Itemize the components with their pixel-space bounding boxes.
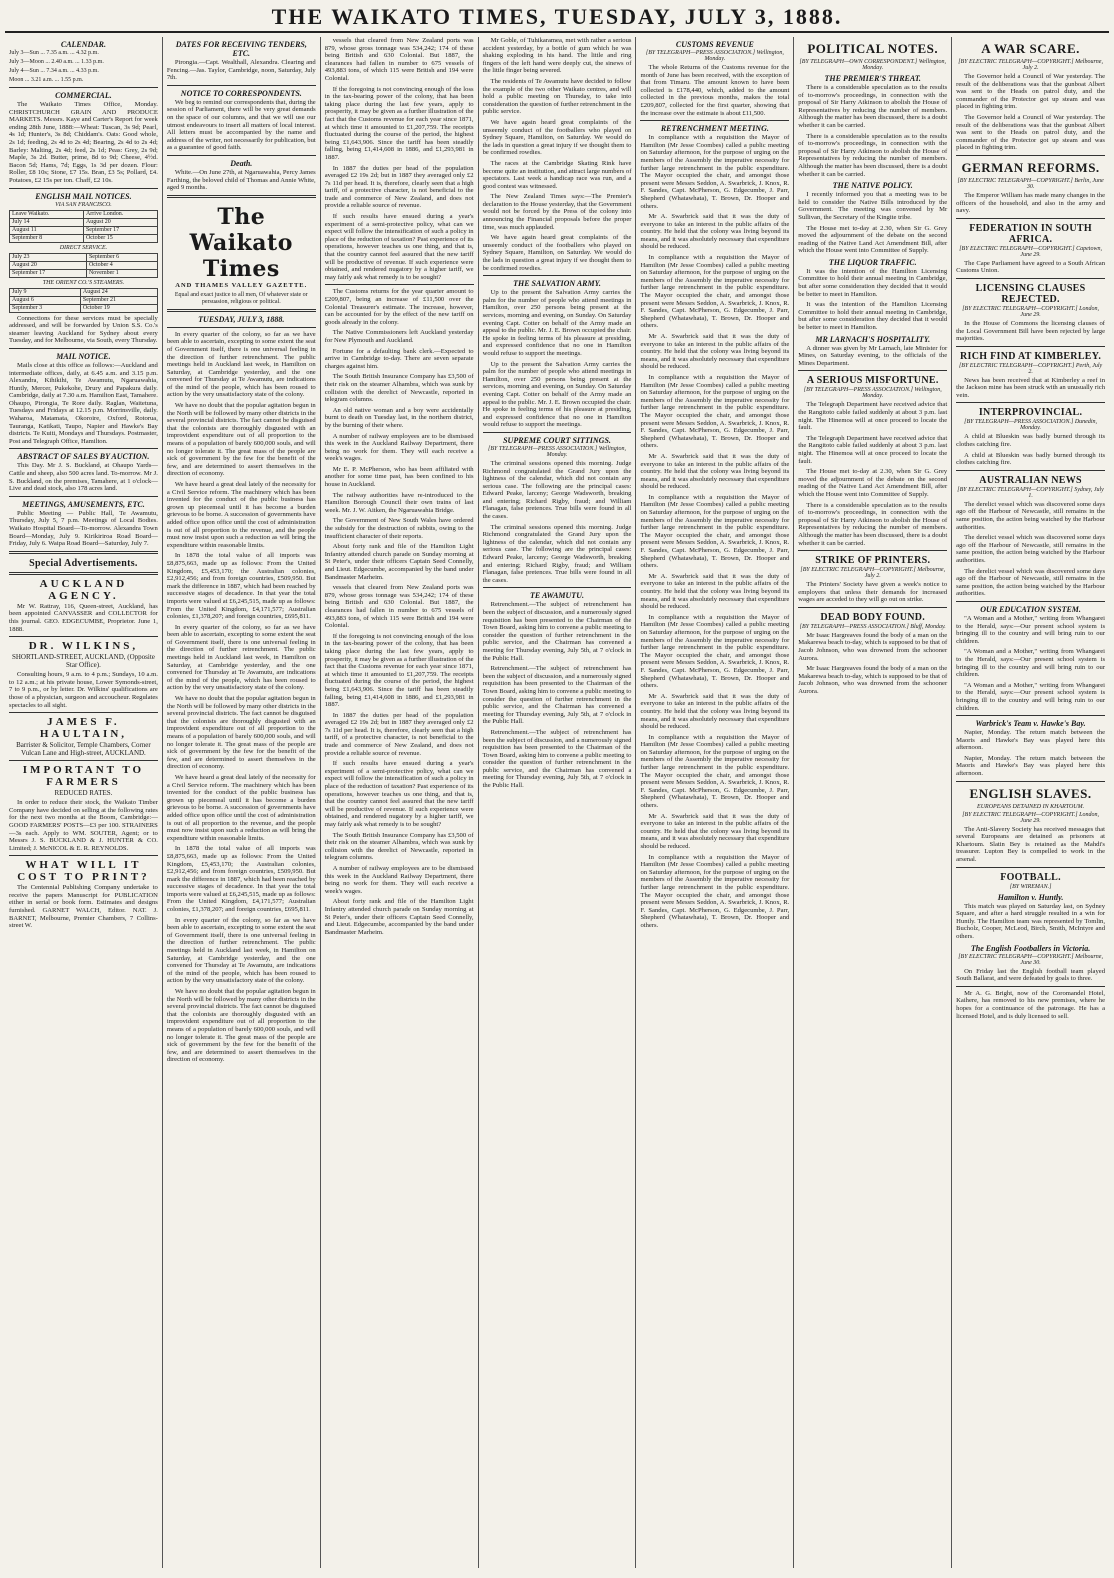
kimberley-text: News has been received that at Kimberley a reef in the Jackson mine has been struck with an unusually rich vein.	[956, 376, 1106, 399]
ad-agency-title: AUCKLAND AGENCY.	[39, 577, 128, 602]
notice-title: NOTICE TO CORRESPONDENTS.	[180, 88, 302, 98]
dateline: TUESDAY, JULY 3, 1888.	[198, 314, 285, 324]
sched-cell: October 4	[86, 261, 157, 269]
sched-cell: July 23	[10, 253, 87, 261]
sched-cell: November 1	[86, 269, 157, 277]
tenders-text: Pirongia.—Capt. Wealthall, Alexandra. Clearing and Fencing.—Jas. Taylor, Cambridge, noon, Saturday, July 7th.	[166, 59, 316, 82]
football-title: FOOTBALL.	[1000, 871, 1061, 883]
news-item: The residents of Te Awamutu have decided to follow the example of the two other Waikato centres, and will hold a public meeting on Thursday, to take into consideration the question of further retrenchment in the public service.	[482, 77, 632, 116]
divider	[640, 120, 789, 121]
australian-text: The derelict vessel which was discovered some days ago off the Harbour of Newcastle, still remains in the same position, the action being watched by the Harbour authorities.	[956, 500, 1106, 531]
article-paragraph: If such results have ensued during a year's experiment of a semi-protective policy, what can we expect will follow the intensification of such a policy in place of the reduction of taxation? Past experience of its operations, however teaches us one thing, and that is, that the country cannot feel assured that the new tariff will be productive of revenue. If such experience were obtained, and rendered nugatory by a higher tariff, we may fairly ask what remedy is to be sought?	[324, 760, 474, 828]
premier-text: There is a considerable speculation as to the results of to-morrow's proceedings, in connection with the proposal of Sir Harry Atkinson to abolish the House of Representatives by reducing the number of members. Although the matter has been discussed, there is a doubt whether it can be carried.	[798, 501, 948, 547]
news-item: We have again heard great complaints of the unseemly conduct of the footballers who played on Sydney Square, Hamilton, on Saturday. We would do the lads in question a great injury if we thought them to be confirmed rowdies.	[482, 118, 632, 157]
retrench-title: RETRENCHMENT MEETING.	[660, 124, 769, 134]
te-awamutu-text: Retrenchment.—The subject of retrenchment has been the subject of discussion, and a numerously signed requisition has been presented to the Chairman of the Town Board, asking him to convene a public meeting to consider the question of further retrenchment in the public service, and the Chairman has convened a meeting for Thursday evening, July 5th, at 7 o'clock in the Public Hall.	[482, 601, 632, 662]
te-awamutu-text: Retrenchment.—The subject of retrenchment has been the subject of discussion, and a numerously signed requisition has been presented to the Chairman of the Town Board, asking him to convene a public meeting to consider the question of further retrenchment in the public service, and the Chairman has convened a meeting for Thursday evening, July 5th, at 7 o'clock in the Public Hall.	[482, 728, 632, 790]
divider	[483, 275, 632, 276]
serious-text: The Telegraph Department have received advice that the Rangitoto cable failed suddenly at about 3 p.m. last night. The Hinemoa will at once proceed to locate the fault.	[798, 401, 948, 432]
english-team-title: The English Footballers in Victoria.	[970, 943, 1091, 953]
native-title: THE NATIVE POLICY.	[832, 181, 913, 191]
commercial-title: COMMERCIAL.	[55, 91, 112, 100]
column-3	[321, 37, 479, 1568]
divider	[956, 986, 1105, 987]
sched-cell: September 6	[86, 253, 157, 261]
motto: Equal and exact justice to all men, Of whatever state or persuasion, religious or political.	[174, 291, 308, 305]
retrench-text: In compliance with a requisition the Mayor of Hamilton (Mr Jesse Coombes) called a public meeting on Saturday afternoon, for the purpose of urging on the members of the Assembly the imperative necessity for further large retrenchment in the public expenditure. The Mayor occupied the chair, and amongst those present were Messrs Seddon, A. Swarbrick, J. Knox, R. F. Sandes, Capt. McPherson, G. Edgecumbe, J. Parr, Shepherd (Whatawhata), T. Brown, Dr. Hooper and others.	[640, 493, 790, 570]
news-item: Fortune for a defaulting bank clerk.—Expected to arrive in Cambridge to-day. There are seven separate charges against him.	[324, 347, 474, 370]
leader-paragraph: We have heard a great deal lately of the necessity for a Civil Service reform. The machinery which has been invented for the conduct of the public business has grown up piecemeal until it has become a burden grievous to be borne. A succession of governments have added office upon office until the cost of administration is out of all proportion to the revenue, and the people must now insist upon such a reduction as will bring the expenditure within reasonable limits.	[166, 773, 316, 842]
divider	[956, 155, 1105, 156]
calendar-row: July 3—Sun ... 7.35 a.m. ... 4.32 p.m.	[9, 50, 99, 56]
columns	[5, 37, 1109, 1568]
australian-text: The derelict vessel which was discovered some days ago off the Harbour of Newcastle, still remains in the same position, the action being watched by the Harbour authorities.	[956, 534, 1106, 564]
ad-farmers-text: In order to reduce their stock, the Waikato Timber Company have decided on selling at the following rates for the next two months at the Boom, Cambridge:— GOOD FARMERS' POSTS—£3 per 100. STRAINERS—3s each. Apply to WM. SOUTER, Agent; or to Messrs J. S. BUCKLAND & J. HUNTER & CO. Limited; J. McNICOL & E. R. REYNOLDS.	[9, 799, 158, 852]
dead-title: DEAD BODY FOUND.	[820, 611, 926, 623]
column-6	[794, 37, 952, 1568]
resolution-text: Mr A. Swarbrick said that it was the duty of everyone to take an interest in the public affairs of the country. He held that the colony was living beyond its means, and it was absolutely necessary that expenditure should be reduced.	[640, 333, 790, 371]
dead-sub: [BY TELEGRAPH—PRESS ASSOCIATION.] Bluff, Monday.	[799, 623, 946, 630]
divider	[9, 496, 158, 497]
divider	[483, 432, 632, 433]
sched-cell: August 20	[10, 261, 87, 269]
article-paragraph: In 1887 the duties per head of the population averaged £2 19s 2d; but in 1887 they averaged only £2 7s 11d per head. It is, therefore, clearly seen that a high tariff, of a protective character, is not beneficial to the trade and commerce of New Zealand, and does not provide a reliable source of revenue.	[324, 164, 474, 210]
special-ads-title: Special Advertisements.	[29, 557, 138, 569]
resolution-text: Mr A. Swarbrick said that it was the duty of everyone to take an interest in the public affairs of the country. He held that the colony was living beyond its means, and it was absolutely necessary that expenditure should be reduced.	[640, 692, 790, 731]
logo-subtitle: AND THAMES VALLEY GAZETTE.	[175, 281, 308, 289]
english-team-sub: [BY ELECTRIC TELEGRAPH—COPYRIGHT.] Melbourne, June 30.	[958, 953, 1103, 966]
schedule-table-3	[9, 288, 158, 313]
article-paragraph: vessels that cleared from New Zealand ports was 879, whose gross tonnage was 534,242; 174 of these being British and 630 Colonial. But 1887, the clearances had fallen in number to 675 vessels of 493,883 tons, of which 115 were British and 194 were Colonial.	[324, 37, 474, 82]
auction-text: This Day. Mr J. S. Buckland, at Ohaupo Yards—Cattle and sheep, also 500 acres land. To-morrow. Mr J. S. Buckland, on the premises, Tamahere, at 1 o'clock—Live and dead stock, also 178 acres land.	[9, 462, 158, 493]
divider	[9, 188, 158, 189]
dead-text: Mr Isaac Hargreaves found the body of a man on the Makarewa beach to-day, which is supposed to be that of Jacob Johnson, who was drowned from the schooner Aurora.	[798, 665, 948, 696]
news-item: The Native Commissioners left Auckland yesterday for New Plymouth and Auckland.	[324, 329, 474, 344]
ad-haultain-sub: Barrister & Solicitor, Temple Chambers, Corner Vulcan Lane and High-street, AUCKLAND.	[16, 741, 151, 758]
larnach-title: MR LARNACH'S HOSPITALITY.	[815, 334, 931, 344]
notice-text: We beg to remind our correspondents that, during the session of Parliament, there will be very great demands on the space of our columns, and that we will use our utmost endeavours to insert all matters of local interest. All letters must be accompanied by the name and address of the writer, not necessarily for publication, but as a guarantee of good faith.	[166, 98, 316, 152]
news-item: An old native woman and a boy were accidentally burnt to death on Tuesday last, in the northern district, by the burning of their where.	[324, 406, 474, 429]
sched-cell: July 9	[10, 288, 81, 296]
divider	[798, 550, 947, 551]
serious-text: The Telegraph Department have received advice that the Rangitoto cable failed suddenly at about 3 p.m. last night. The Hinemoa will at once proceed to locate the fault.	[798, 434, 948, 465]
divider	[167, 85, 316, 86]
column-4	[479, 37, 637, 1568]
sched-cell: August 6	[10, 296, 81, 304]
column-1	[5, 37, 163, 1568]
divider	[798, 370, 947, 371]
divider	[956, 470, 1105, 471]
column-7	[952, 37, 1109, 1568]
divider	[798, 607, 947, 608]
slaves-title: ENGLISH SLAVES.	[969, 785, 1092, 801]
war-sub: [BY ELECTRIC TELEGRAPH—COPYRIGHT.] Melbourne, July 2.	[958, 59, 1103, 71]
leader-paragraph: We have no doubt that the popular agitation begun in the North will be followed by many other districts in the several provincial districts. The fact cannot be disguised that the colonists are thoroughly disgusted with an improvident expenditure out of all proportion to the means of a population of barely 600,000 souls, and will no longer tolerate it. The great mass of the people are sick of government by the few for the benefit of the few, and are determined to assert themselves in the direction of economy.	[166, 988, 316, 1064]
customs-text: The whole Returns of the Customs revenue for the month of June has been received, with the exception of that from Timaru. The amount known to have been collected is £178,440, which, added to the amount collected in the previous months, makes the total £209,807, collected for the first quarter, showing that the increase over the estimate is about £11,500.	[640, 64, 790, 117]
warbrick-text: Napier, Monday. The return match between the Maoris and Hawke's Bay was played here this afternoon.	[956, 754, 1106, 778]
article-paragraph: In 1887 the duties per head of the population averaged £2 19s 2d; but in 1887 they averaged only £2 7s 11d per head. It is, therefore, clearly seen that a high tariff, of a protective character, is not beneficial to the trade and commerce of New Zealand, and does not provide a reliable source of revenue.	[324, 711, 474, 757]
article-paragraph: If the foregoing is not convincing enough of the loss in the tax-bearing power of the colony, that has been taking place during the last few years, apply to prosperity, it may be given as a further illustration of the fact that the Customs revenue for each year since 1871, at which time it amounted to £1,207,759. The receipts fluctuated during the course of the period, the highest being £1,643,906. Since the tariff has been steadily falling, being £1,414,608 in 1886, and £1,293,981 in 1887.	[324, 85, 474, 161]
sched-cell: September 21	[80, 296, 157, 304]
divider	[9, 551, 158, 554]
interprovincial-sub: [BY TELEGRAPH—PRESS ASSOCIATION.] Dunedin, Monday.	[964, 419, 1097, 432]
divider	[9, 572, 158, 575]
news-item: A number of railway employees are to be dismissed this week in the Auckland Railway Department, there being no work for them. They will each receive a week's wages.	[324, 432, 474, 463]
calendar-row: Moon ... 3.21 a.m. ... 1.55 p.m.	[9, 77, 84, 83]
football-sub: [BY WIREMAN.]	[1009, 883, 1052, 890]
premier-text: There is a considerable speculation as to the results of to-morrow's proceedings, in connection with the proposal of Sir Harry Atkinson to abolish the House of Representatives by reducing the number of members. Although the matter has been discussed, there is a doubt whether it can be carried.	[798, 84, 948, 129]
liquor-text: It was the intention of the Hamilton Licensing Committee to hold their annual meeting in Cambridge, but after some consideration they decided that it would be better to meet in Hamilton.	[798, 301, 948, 332]
mail-title: ENGLISH MAIL NOTICES.	[35, 191, 132, 201]
resolution-text: Mr A. Swarbrick said that it was the duty of everyone to take an interest in the public affairs of the country. He held that the colony was living beyond its means, and it was absolutely necessary that expenditure should be reduced.	[640, 572, 790, 611]
licensing-text: In the House of Commons the licensing clauses of the Local Government Bill have been rejected by large majorities.	[956, 319, 1106, 343]
death-text: White.—On June 27th, at Ngaruawahia, Percy James Farthing, the beloved child of Thomas and Annie White, aged 9 months.	[166, 168, 316, 192]
australian-title: AUSTRALIAN NEWS	[979, 474, 1082, 486]
death-title: Death.	[230, 158, 253, 168]
mail-notice-text: Mails close at this office as follows:—Auckland and intermediate offices, daily, at 6.45 a.m. and 3.15 p.m. Alexandra, Kihikihi, Te Awamutu, Ngaruawahia, Huntly, Mercer, Pukekohe, Drury and Papakura daily. Cambridge, daily at 7.30 a.m. Hamilton East, Tamahere. Ohaupo, Pirongia, Te Rore daily. Raglan, Waitetuna, Tuesdays and Fridays at 12.15 p.m. Morrinsville, daily. Waharoa, Matamata, Okoroire, Oxford, Rotorua, Tauranga, Katikati, Taupo, Napier and Hawke's Bay districts. Te Kuiti, Mondays and Thursdays. Postmaster, Post and Telegraph Office, Hamilton.	[9, 361, 158, 445]
news-item: The Customs returns for the year quarter amount to £209,807, being an increase of £11,500 over the Colonial Treasurer's estimate. The increase, however, can be accounted for by the effect of the new tariff on goods already in the colony.	[324, 288, 474, 326]
federation-text: The Cape Parliament have agreed to a South African Customs Union.	[956, 259, 1106, 275]
australian-sub: [BY ELECTRIC TELEGRAPH—COPYRIGHT.] Sydney, July 1.	[957, 486, 1104, 499]
court-text: The criminal sessions opened this morning. Judge Richmond congratulated the Grand Jury upon the lightness of the calendar, which did not contain any serious case. The following are the principal cases: Edward Peake, larceny; George Wadsworth, breaking and entering; Richard Rigby, fraud; and William Flanagan, false pretences. True bills were found in all the cases.	[482, 523, 632, 584]
sched-cell: August 11	[10, 226, 84, 234]
divider	[956, 715, 1105, 716]
divider	[9, 448, 158, 449]
article-paragraph: vessels that cleared from New Zealand ports was 879, whose gross tonnage was 534,242; 174 of these being British and 630 Colonial. But 1887, the clearances had fallen in number to 675 vessels of 493,883 tons, of which 115 were British and 194 were Colonial.	[324, 584, 474, 630]
column-5	[636, 37, 794, 1568]
leader-paragraph: We have no doubt that the popular agitation begun in the North will be followed by many other districts in the several provincial districts. The fact cannot be disguised that the colonists are thoroughly disgusted with an improvident expenditure out of all proportion to the means of a population of barely 600,000 souls, and will no longer tolerate it. The great mass of the people are sick of government by the few for the benefit of the few, and are determined to assert themselves in the direction of economy.	[166, 695, 316, 771]
sched2-title: DIRECT SERVICE.	[59, 244, 108, 251]
calendar-row: July 3—Moon ... 2.40 a.m. ... 1.33 p.m.	[9, 59, 104, 65]
meetings-text: Public Meeting — Public Hall, Te Awamutu, Thursday, July 5, 7 p.m. Meetings of Local Bodies. Waikato Hospital Board—To-morrow. Alexandra Town Board—Monday, July 9. Kirikiriroa Road Board—Friday, July 6. Waipa Road Board—Saturday, July 7.	[9, 509, 158, 548]
mail-notice-title: MAIL NOTICE.	[56, 351, 111, 361]
column-2	[163, 37, 321, 1568]
larnach-text: A dinner was given by Mr Larnach, late Minister for Mines, on Saturday evening, to the officials of the Mines Department.	[798, 344, 948, 367]
strike-text: The Printers' Society have given a week's notice to employers that unless their demands for increased wages are acceded to they will go out on strike.	[798, 581, 948, 604]
warbrick-title: Warbrick's Team v. Hawke's Bay.	[975, 719, 1086, 729]
slaves-sub-2: [BY ELECTRIC TELEGRAPH—COPYRIGHT.] London, June 29.	[962, 811, 1099, 824]
leader-paragraph: In 1878 the total value of all imports was £8,875,663, made up as follows: From the United Kingdom, £5,453,170; the Australian colonies, £2,912,456; and from foreign countries, £509,950. But mark the difference in 1887, which had been reached by successive stages of decadence. In that year the total imports were valued at £6,245,515, made up as follows: From the United Kingdom, £4,171,577; Australian colonies, £1,378,207; and foreign countries, £695,811.	[166, 845, 316, 914]
news-item: Mr Goble, of Tuhikaramea, met with rather a serious accident yesterday, by a bottle of gum which he was shaking exploding in his hand. The little and ring fingers of the left hand were deeply cut, the sinews of the little finger being severed.	[482, 37, 632, 75]
sched-cell: September 17	[83, 226, 157, 234]
leader-paragraph: We have no doubt that the popular agitation begun in the North will be followed by many other districts in the several provincial districts. The fact cannot be disguised that the colonists are thoroughly disgusted with an improvident expenditure out of all proportion to the means of a population of barely 600,000 souls, and will no longer tolerate it. The great mass of the people are sick of government by the few for the benefit of the few, and are determined to assert themselves in the direction of economy.	[166, 402, 316, 478]
resolution-text: Mr A. Swarbrick said that it was the duty of everyone to take an interest in the public affairs of the country. He held that the colony was living beyond its means, and it was absolutely necessary that expenditure should be reduced.	[640, 213, 790, 251]
ad-haultain-title: JAMES F. HAULTAIN,	[39, 716, 128, 741]
english-team-text: On Friday last the English football team played South Ballarat, and were defeated by goals to three.	[956, 967, 1106, 983]
news-item: The South British Insurance Company has £3,500 of their risk on the steamer Alhambra, which was sunk by collision with the derelict of Newcastle, reported in telegram columns.	[324, 831, 474, 862]
war-text: The Governor held a Council of War yesterday. The result of the deliberations was that the gunboat Albert was sent to the Heads on patrol duty, and the commander of the Protector got up steam and was placed in fighting trim.	[956, 73, 1106, 111]
divider	[956, 278, 1105, 279]
war-title: A WAR SCARE.	[981, 41, 1080, 56]
divider	[9, 760, 158, 761]
meetings-title: MEETINGS, AMUSEMENTS, ETC.	[22, 499, 145, 509]
native-text: I recently informed you that a meeting was to be held to consider the Native Bills introduced by the Government. The meeting was convened by Mr Sullivan, the Secretary of the Kingite tribe.	[798, 191, 948, 221]
warbrick-text: Napier, Monday. The return match between the Maoris and Hawke's Bay was played here this afternoon.	[956, 729, 1106, 752]
divider	[167, 309, 316, 312]
ad-farmers-sub: REDUCED RATES.	[54, 789, 113, 798]
dead-text: Mr Isaac Hargreaves found the body of a man on the Makarewa beach to-day, which is supposed to be that of Jacob Johnson, who was drowned from the schooner Aurora.	[798, 631, 948, 662]
auction-title: ABSTRACT OF SALES BY AUCTION.	[17, 452, 150, 462]
football-text: This match was played on Saturday last, on Sydney Square, and after a hard struggle resulted in a win for Huntly. The Hamilton team was represented by Tomlin, Bucholz, Cooper, McLeod, Birch, Smith, McIntyre and others.	[956, 902, 1106, 940]
licensing-title: LICENSING CLAUSES REJECTED.	[975, 282, 1086, 305]
leader-paragraph: In every quarter of the colony, so far as we have been able to ascertain, excepting to some extent the seat of Government itself, there is one universal feeling in the direction of further retrenchment. The public meetings held in Auckland last week, in Hamilton on Saturday, at Cambridge yesterday, and the one convened for Thursday at Te Awamutu, are indications of the mind of the people, which has been roused to action by the very unsatisfactory state of the colony.	[166, 916, 316, 985]
leader-paragraph: In every quarter of the colony, so far as we have been able to ascertain, excepting to some extent the seat of Government itself, there is one universal feeling in the direction of further retrenchment. The public meetings held in Auckland last week, in Hamilton on Saturday, at Cambridge yesterday, and the one convened for Thursday at Te Awamutu, are indications of the mind of the people, which has been roused to action by the very unsatisfactory state of the colony.	[166, 330, 316, 399]
army-title: THE SALVATION ARMY.	[513, 279, 601, 289]
divider	[9, 348, 158, 349]
strike-sub: [BY ELECTRIC TELEGRAPH—COPYRIGHT.] Melbourne, July 2.	[800, 567, 946, 580]
retrench-text: In compliance with a requisition the Mayor of Hamilton (Mr Jesse Coombes) called a public meeting on Saturday afternoon, for the purpose of urging on the members of the Assembly the imperative necessity for further large retrenchment in the public expenditure. The Mayor occupied the chair, and amongst those present were Messrs Seddon, A. Swarbrick, J. Knox, R. F. Sandes, Capt. McPherson, G. Edgecumbe, J. Parr, Shepherd (Whatawhata), T. Brown, Dr. Hooper and others.	[640, 613, 790, 690]
te-awamutu-text: Retrenchment.—The subject of retrenchment has been the subject of discussion, and a numerously signed requisition has been presented to the Chairman of the Town Board, asking him to convene a public meeting to consider the question of further retrenchment in the public service, and the Chairman has convened a meeting for Thursday evening, July 5th, at 7 o'clock in the Public Hall.	[482, 665, 632, 726]
sched-cell: October 15	[83, 234, 157, 242]
retrench-text: In compliance with a requisition the Mayor of Hamilton (Mr Jesse Coombes) called a public meeting on Saturday afternoon, for the purpose of urging on the members of the Assembly the imperative necessity for further large retrenchment in the public expenditure. The Mayor occupied the chair, and amongst those present were Messrs Seddon, A. Swarbrick, J. Knox, R. F. Sandes, Capt. McPherson, G. Edgecumbe, J. Parr, Shepherd (Whatawhata), T. Brown, Dr. Hooper and others.	[640, 853, 790, 929]
news-item: The Government of New South Wales have ordered the subsidy for the destruction of rabbits, owing to the insufficient character of their reports.	[324, 517, 474, 540]
kimberley-title: RICH FIND AT KIMBERLEY.	[959, 350, 1102, 362]
resolution-text: Mr A. Swarbrick said that it was the duty of everyone to take an interest in the public affairs of the country. He held that the colony was living beyond its means, and it was absolutely necessary that expenditure should be reduced.	[640, 452, 790, 491]
divider	[956, 781, 1105, 782]
article-paragraph: If the foregoing is not convincing enough of the loss in the tax-bearing power of the colony, that has been taking place during the last few years, apply to prosperity, it may be given as a further illustration of the fact that the Customs revenue for each year since 1871, at which time it amounted to £1,207,759. The receipts fluctuated during the course of the period, the highest being £1,643,906. Since the tariff has been steadily falling, being £1,414,608 in 1886, and £1,293,981 in 1887.	[324, 632, 474, 709]
sched-cell: July 14	[10, 218, 84, 226]
te-awamutu-title: TE AWAMUTU.	[530, 591, 584, 601]
court-sub: [BY TELEGRAPH—PRESS ASSOCIATION.] Wellington, Monday.	[488, 445, 626, 458]
mail-notes: Connections for these services must be specially addressed, and will be forwarded by Union S.S. Co.'s steamer leaving Auckland for Sydney about every Tuesday, and for Melbourne, via South, every Thursday.	[9, 314, 158, 345]
customs-sub: [BY TELEGRAPH—PRESS ASSOCIATION.] Wellington, Monday.	[645, 50, 784, 62]
schedule-table-1	[9, 210, 158, 243]
divider	[956, 601, 1105, 602]
liquor-title: THE LIQUOR TRAFFIC.	[828, 257, 917, 267]
federation-title: FEDERATION IN SOUTH AFRICA.	[969, 222, 1092, 245]
australian-text: The derelict vessel which was discovered some days ago off the Harbour of Newcastle, still remains in the same position, the action being watched by the Harbour authorities.	[956, 567, 1106, 598]
leader-paragraph: In 1878 the total value of all imports was £8,875,663, made up as follows: From the United Kingdom, £5,453,170; the Australian colonies, £2,912,456; and from foreign countries, £509,950. But mark the difference in 1887, which had been reached by successive stages of decadence. In that year the total imports were valued at £6,245,515, made up as follows: From the United Kingdom, £4,171,577; Australian colonies, £1,378,207; and foreign countries, £695,811.	[166, 552, 316, 621]
tenders-title: DATES FOR RECEIVING TENDERS, ETC.	[175, 40, 307, 58]
sched-cell: September 8	[10, 234, 84, 242]
retrench-text: In compliance with a requisition the Mayor of Hamilton (Mr Jesse Coombes) called a public meeting on Saturday afternoon, for the purpose of urging on the members of the Assembly the imperative necessity for further large retrenchment in the public expenditure. The Mayor occupied the chair, and amongst those present were Messrs Seddon, A. Swarbrick, J. Knox, R. F. Sandes, Capt. McPherson, G. Edgecumbe, J. Parr, Shepherd (Whatawhata), T. Brown, Dr. Hooper and others.	[640, 373, 790, 450]
liquor-text: It was the intention of the Hamilton Licensing Committee to hold their annual meeting in Cambridge, but after some consideration they decided that it would be better to meet in Hamilton.	[798, 267, 948, 298]
divider	[956, 346, 1105, 347]
divider	[167, 155, 316, 156]
ad-wilkins-title: DR. WILKINS,	[28, 640, 139, 653]
german-title: GERMAN REFORMS.	[961, 159, 1100, 175]
sched-cell: August 24	[80, 288, 157, 296]
federation-sub: [BY ELECTRIC TELEGRAPH—COPYRIGHT.] Capetown, June 29.	[959, 245, 1102, 258]
slaves-text: The Anti-Slavery Society has received messages that several Europeans are detained as prisoners at Khartoum. Slatin Bey is retained as the Mahdi's treasurer. Lupton Bey is compelled to work in the arsenal.	[956, 825, 1106, 864]
political-title: POLITICAL NOTES.	[807, 41, 939, 56]
serious-title: A SERIOUS MISFORTUNE.	[806, 375, 939, 387]
war-text: The Governor held a Council of War yesterday. The result of the deliberations was that the gunboat Albert was sent to the Heads on patrol duty, and the commander of the Protector got up steam and was placed in fighting trim.	[956, 113, 1106, 152]
serious-sub: [BY TELEGRAPH—PRESS ASSOCIATION.] Wellington, Monday.	[803, 387, 942, 400]
bright-ad-text: Mr A. G. Bright, now of the Coromandel Hotel, Kaihere, has removed to his new premises, where he hopes for a continuance of the patronage. He has a licensed Hotel, and is duly licensed to sell.	[956, 989, 1106, 1020]
interprovincial-text: A child at Blueskin was badly burned through its clothes catching fire.	[956, 451, 1106, 467]
education-title: OUR EDUCATION SYSTEM.	[980, 604, 1081, 614]
leave-label: Leave Waikato.	[10, 210, 84, 218]
news-item: The South British Insurance Company has £3,500 of their risk on the steamer Alhambra, which was sunk by collision with the derelict of Newcastle, reported in telegram columns.	[324, 373, 474, 404]
native-text-2: The House met to-day at 2.30, when Sir G. Grey moved the adjournment of the debate on the second reading of the Native Land Act Amendment Bill, after which the House went into Committee of Supply.	[798, 224, 948, 255]
news-item: Mr E. P. McPherson, who has been affiliated with another for some time past, has been confined to his house in Auckland.	[324, 465, 474, 489]
army-text: Up to the present the Salvation Army carries the palm for the number of people who attend meetings in Hamilton, over 250 persons being present at the services, morning and evening, on Sunday. On Saturday evening Capt. Cotter on behalf of the Army made an appeal to the public. Mr. J. E. Brown occupied the chair. He spoke in feeling terms of his pleasure at presiding, and expressed confidence that no one in Hamilton would refuse to support the meetings.	[482, 289, 632, 357]
divider	[325, 284, 474, 285]
education-text: "A Woman and a Mother," writing from Whangarei to the Herald, says:—Our present school system is bringing ill to the country and will bring ruin to our children.	[956, 614, 1106, 645]
news-item: The railway authorities have re-introduced to the Hamilton Borough Council their own trains of last week. Mr. J. W. Aitken, the Ngaruawahia Bridge.	[324, 491, 474, 514]
sched-cell: September 17	[10, 269, 87, 277]
army-text: Up to the present the Salvation Army carries the palm for the number of people who attend meetings in Hamilton, over 250 persons being present at the services, morning and evening, on Sunday. On Saturday evening Capt. Cotter on behalf of the Army made an appeal to the public. Mr. J. E. Brown occupied the chair. He spoke in feeling terms of his pleasure at presiding, and expressed confidence that no one in Hamilton would refuse to support the meetings.	[482, 360, 632, 429]
strike-title: STRIKE OF PRINTERS.	[815, 555, 931, 567]
premier-title: THE PREMIER'S THREAT.	[824, 74, 921, 83]
retrench-text: In compliance with a requisition the Mayor of Hamilton (Mr Jesse Coombes) called a public meeting on Saturday afternoon, for the purpose of urging on the members of the Assembly the imperative necessity for further large retrenchment in the public expenditure. The Mayor occupied the chair, and amongst those present were Messrs Seddon, A. Swarbrick, J. Knox, R. F. Sandes, Capt. McPherson, G. Edgecumbe, J. Parr, Shepherd (Whatawhata), T. Brown, Dr. Hooper and others.	[640, 733, 790, 810]
divider	[167, 195, 316, 198]
education-text: "A Woman and a Mother," writing from Whangarei to the Herald, says:—Our present school system is bringing ill to the country and will bring ruin to our children.	[956, 648, 1106, 679]
masthead: THE WAIKATO TIMES, TUESDAY, JULY 3, 1888.	[5, 5, 1109, 33]
news-item: The New Zealand Times says:—The Premier's declaration to the House yesterday, that the Government would not be forced by the Press of the colony into announcing the Financial proposals before the proper time, was much applauded.	[482, 193, 632, 231]
retrench-text: In compliance with a requisition the Mayor of Hamilton (Mr Jesse Coombes) called a public meeting on Saturday afternoon, for the purpose of urging on the members of the Assembly the imperative necessity for further large retrenchment in the public expenditure. The Mayor occupied the chair, and amongst those present were Messrs Seddon, A. Swarbrick, J. Knox, R. F. Sandes, Capt. McPherson, G. Edgecumbe, J. Parr, Shepherd (Whatawhata), T. Brown, Dr. Hooper and others.	[640, 254, 790, 330]
german-sub: [BY ELECTRIC TELEGRAPH—COPYRIGHT.] Berlin, June 30.	[957, 177, 1104, 190]
divider	[167, 327, 316, 328]
divider	[9, 712, 158, 713]
sched3-title: THE ORIENT CO.'S STEAMERS.	[42, 279, 125, 286]
newspaper-logo: The Waikato Times	[189, 203, 293, 282]
divider	[483, 587, 632, 588]
education-text: "A Woman and a Mother," writing from Whangarei to the Herald, says:—Our present school system is bringing ill to the country and will bring ruin to our children.	[956, 681, 1106, 712]
sched-cell: October 19	[80, 304, 157, 312]
divider	[9, 855, 158, 856]
political-sub: [BY TELEGRAPH—OWN CORRESPONDENT.] Wellington, Monday.	[799, 59, 946, 71]
arrive-label: Arrive London.	[83, 210, 157, 218]
divider	[9, 636, 158, 637]
newspaper-page	[5, 5, 1109, 1568]
divider	[9, 87, 158, 88]
leader-paragraph: We have heard a great deal lately of the necessity for a Civil Service reform. The machinery which has been invented for the conduct of the public business has grown up piecemeal until it has become a burden grievous to be borne. A succession of governments have added office upon office until the cost of administration is out of all proportion to the revenue, and the people must now insist upon such a reduction as will bring the expenditure within reasonable limits.	[166, 481, 316, 549]
sched-cell: August 20	[83, 218, 157, 226]
article-paragraph: If such results have ensued during a year's experiment of a semi-protective policy, what can we expect will follow the intensification of such a policy in place of the reduction of taxation? Past experience of its operations, however teaches us one thing, and that is, that the country cannot feel assured that the new tariff will be productive of revenue. If such experience were obtained, and rendered nugatory by a higher tariff, we may fairly ask what remedy is to be sought?	[324, 213, 474, 281]
sched-cell: September 3	[10, 304, 81, 312]
commercial-text: The Waikato Times Office, Monday. CHRISTCHURCH GRAIN AND PRODUCE MARKETS. Messrs. Kaye and Carter's Report for week ending 28th June, 1888:—Wheat: Tuscan, 3s 9d; Pearl, 4s 1d; Hunter's, 3s 8d; Chiddam's. Oats: Good whole, 2s 1d; feeding, 2s 4d to 2s 4d; Bearing, 2s 4d to 2s 4d; Barley: Malting, 2s 4d; feed, 2s 1d; Peas: Grey, 2s 9d; Maple, 3s 2d. Butter, prime, 8d to 9d; Cheese, 4½d. Bacon 5d; Hams, 7d; Eggs, 1s 3d per dozen. Flour: Roller, £8 10s; Stone, £7 15s. Bran, £3 5s; Pollard, £4. Potatoes, £2 15s per ton. Chaff, £2 10s.	[9, 101, 158, 184]
leader-paragraph: In every quarter of the colony, so far as we have been able to ascertain, excepting to some extent the seat of Government itself, there is one universal feeling in the direction of further retrenchment. The public meetings held in Auckland last week, in Hamilton on Saturday, at Cambridge yesterday, and the one convened for Thursday at Te Awamutu, are indications of the mind of the people, which has been roused to action by the very unsatisfactory state of the colony.	[166, 623, 316, 692]
news-item: A number of railway employees are to be dismissed this week in the Auckland Railway Department, there being no work for them. They will each receive a week's wages.	[324, 864, 474, 895]
football-heading: Hamilton v. Huntly.	[997, 892, 1064, 902]
kimberley-sub: [BY ELECTRIC TELEGRAPH—COPYRIGHT.] Perth, July 2.	[958, 362, 1103, 375]
native-text-2: The House met to-day at 2.30, when Sir G. Grey moved the adjournment of the debate on the second reading of the Native Land Act Amendment Bill, after which the House went into Committee of Supply.	[798, 468, 948, 498]
calendar-row: July 4—Sun ... 7.34 a.m. ... 4.33 p.m.	[9, 68, 99, 74]
ad-wilkins-sub: SHORTLAND-STREET, AUCKLAND, (Opposite Star Office).	[11, 653, 155, 670]
resolution-text: Mr A. Swarbrick said that it was the duty of everyone to take an interest in the public affairs of the country. He held that the colony was living beyond its means, and it was absolutely necessary that expenditure should be reduced.	[640, 812, 790, 850]
divider	[956, 402, 1105, 403]
news-item: The races at the Cambridge Skating Rink have become quite an institution, and attract large numbers of spectators. Last week a handicap race was run, and a good contest was witnessed.	[482, 159, 632, 190]
interprovincial-text: A child at Blueskin was badly burned through its clothes catching fire.	[956, 433, 1106, 449]
german-text: The Emperor William has made many changes in the officers of the household, and also in the army and navy.	[956, 191, 1106, 215]
slaves-sub-1: EUROPEANS DETAINED IN KHARTOUM.	[977, 803, 1085, 810]
ad-print-text: The Centennial Publishing Company undertake to receive the papers Manuscript for PUBLICATION either in serial or book form. Estimates and designs furnished. GARNET WALCH, Editor. NAT. J. BARNET, Melbourne, Premier Chambers, 7 Collins-street W.	[9, 884, 158, 930]
news-item: About forty rank and file of the Hamilton Light Infantry attended church parade on Sunday morning at St Peter's, under their officers Captain Seed Connelly, and Lieut. Edgecumbe, accompanied by the band under Bandmaster Marheim.	[324, 543, 474, 581]
ad-agency-text: Mr W. Rattray, 116, Queen-street, Auckland, has been appointed CANVASSER and COLLECTOR for this journal. GEO. EDGECUMBE, Proprietor. June 1, 1888.	[9, 602, 158, 633]
divider	[956, 218, 1105, 219]
ad-print-title: WHAT WILL IT COST TO PRINT?	[17, 859, 150, 884]
news-item: About forty rank and file of the Hamilton Light Infantry attended church parade on Sunday morning at St Peter's, under their officers Captain Seed Connelly, and Lieut. Edgecumbe, accompanied by the band under Bandmaster Marheim.	[324, 898, 474, 936]
news-item: We have again heard great complaints of the unseemly conduct of the footballers who played on Sydney Square, Hamilton, on Saturday. We would do the lads in question a great injury if we thought them to be confirmed rowdies.	[482, 234, 632, 272]
premier-text: There is a considerable speculation as to the results of to-morrow's proceedings, in connection with the proposal of Sir Harry Atkinson to abolish the House of Representatives by reducing the number of members. Although the matter has been discussed, there is a doubt whether it can be carried.	[798, 132, 948, 178]
divider	[956, 867, 1105, 868]
mail-sub: VIA SAN FRANCISCO.	[55, 201, 112, 208]
schedule-table-2	[9, 253, 158, 278]
customs-title: CUSTOMS REVENUE	[675, 40, 754, 49]
ad-wilkins-text: Consulting hours, 9 a.m. to 4 p.m.; Sundays, 10 a.m. to 12 a.m.; at his private house, Lower Symonds-street, 7 to 9 p.m., or by letter. Dr. Wilkins' qualifications are those of a physician, surgeon and accoucheur. Regulates spectacles to all sight.	[9, 671, 158, 709]
court-text: The criminal sessions opened this morning. Judge Richmond congratulated the Grand Jury upon the lightness of the calendar, which did not contain any serious case. The following are the principal cases: Edward Peake, larceny; George Wadsworth, breaking and entering; Richard Rigby, fraud; and William Flanagan, false pretences. True bills were found in all the cases.	[482, 459, 632, 521]
ad-farmers-title: IMPORTANT TO FARMERS	[22, 764, 145, 789]
interprovincial-title: INTERPROVINCIAL.	[978, 407, 1083, 419]
calendar-title: CALENDAR.	[60, 40, 106, 49]
court-title: SUPREME COURT SITTINGS.	[503, 435, 611, 445]
retrench-text: In compliance with a requisition the Mayor of Hamilton (Mr Jesse Coombes) called a public meeting on Saturday afternoon, for the purpose of urging on the members of the Assembly the imperative necessity for further large retrenchment in the public expenditure. The Mayor occupied the chair, and amongst those present were Messrs Seddon, A. Swarbrick, J. Knox, R. F. Sandes, Capt. McPherson, G. Edgecumbe, J. Parr, Shepherd (Whatawhata), T. Brown, Dr. Hooper and others.	[640, 134, 790, 210]
licensing-sub: [BY ELECTRIC TELEGRAPH—COPYRIGHT.] London, June 29.	[962, 305, 1099, 318]
